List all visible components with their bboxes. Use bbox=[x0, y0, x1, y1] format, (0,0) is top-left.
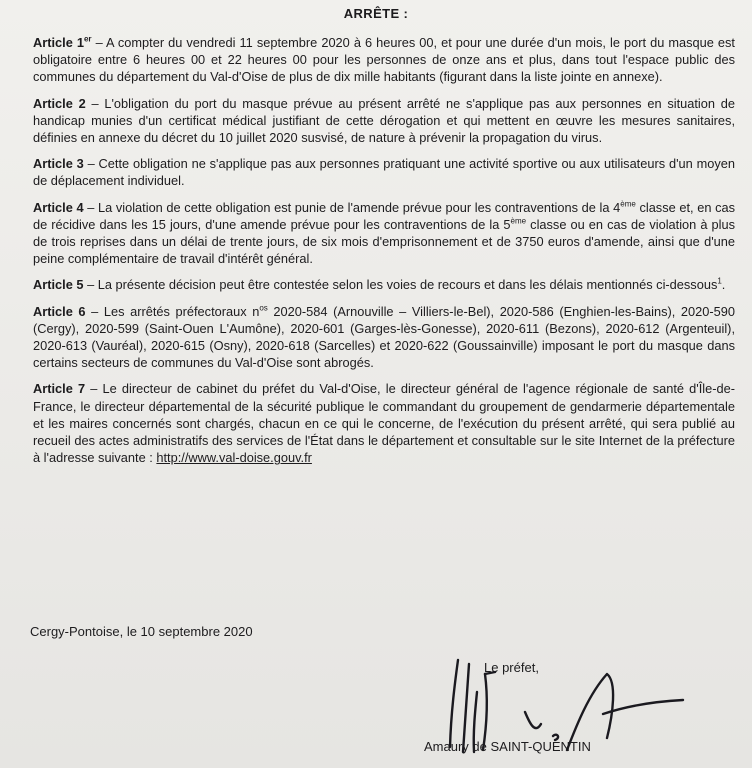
article-6-text-2: 2020-584 (Arnouville – Villiers-le-Bel), 2020-586 (Enghien-les-Bains), 2020-590 (Cergy), 2020-599 (Saint-Ouen L'Aumône), 2020-601 (Garges-lès-Gonesse), 2020-611 (Bezons), 2020-612 (Argenteuil), 2020-613 (Vauréal), 2020-615 (Osny), 2020-618 (Sarcelles) et 2020-622 (Goussainville) imposant le port du masque dans certains secteurs de communes du Val-d'Oise sont abrogés. bbox=[33, 303, 735, 371]
article-3-text: – Cette obligation ne s'applique pas aux personnes pratiquant une activité sportive ou aux utilisateurs d'un moyen de déplacement individuel. bbox=[33, 156, 735, 189]
signatory-title: Le préfet, bbox=[484, 660, 539, 675]
date-line: Cergy-Pontoise, le 10 septembre 2020 bbox=[30, 624, 253, 639]
article-5-label: Article 5 bbox=[33, 277, 84, 293]
article-2 bbox=[33, 95, 735, 147]
prefecture-website-link[interactable]: http://www.val-doise.gouv.fr bbox=[156, 450, 312, 466]
article-6-text-1: – Les arrêtés préfectoraux n bbox=[85, 303, 260, 319]
articles-body bbox=[33, 34, 735, 475]
article-1 bbox=[33, 34, 735, 86]
article-1-label-sup: er bbox=[83, 34, 92, 44]
article-3 bbox=[33, 155, 735, 189]
article-4 bbox=[33, 199, 735, 268]
article-4-sup-2: ème bbox=[510, 216, 527, 226]
article-4-label: Article 4 bbox=[33, 199, 84, 215]
article-1-label-main: Article 1 bbox=[33, 35, 84, 50]
signatory-name: Amaury de SAINT-QUENTIN bbox=[424, 739, 591, 754]
article-4-sup-1: ème bbox=[620, 199, 636, 209]
article-6 bbox=[33, 303, 735, 372]
article-7-label: Article 7 bbox=[33, 381, 86, 397]
article-5 bbox=[33, 276, 735, 293]
article-3-label: Article 3 bbox=[33, 156, 84, 172]
article-7-text: – Le directeur de cabinet du préfet du Val-d'Oise, le directeur général de l'agence régionale de santé d'Île-de-France, le directeur départemental de la sécurité publique le commandant du groupement de gendarmerie départementale et les maires concernés sont chargés, chacun en ce qui le concerne, de l'exécution du présent arrêté, qui sera publié au recueil des actes administratifs des services de l'État dans le département et consultable sur le site Internet de la préfecture à l'adresse suivante : bbox=[33, 381, 735, 466]
article-7 bbox=[33, 380, 735, 466]
article-6-label: Article 6 bbox=[33, 303, 86, 319]
article-4-text-3: classe ou en cas de violation à plus de trois reprises dans un délai de trente jours, de six mois d'emprisonnement et de 3750 euros d'amende, ainsi que d'une peine complémentaire de travail d'intérêt général. bbox=[33, 216, 735, 267]
article-5-text: – La présente décision peut être contestée selon les voies de recours et dans les délais mentionnés ci-dessous bbox=[83, 277, 718, 293]
article-6-sup: os bbox=[259, 303, 268, 313]
article-5-footnote: 1 bbox=[717, 277, 722, 287]
article-4-text-1: – La violation de cette obligation est punie de l'amende prévue pour les contraventions de la 4 bbox=[83, 199, 621, 215]
document-heading: ARRÊTE : bbox=[343, 6, 409, 21]
article-5-end: . bbox=[721, 277, 726, 293]
article-1-label bbox=[33, 35, 92, 50]
article-2-text: – L'obligation du port du masque prévue au présent arrêté ne s'applique pas aux personnes en situation de handicap munies d'un certificat médical justifiant de cette dérogation et qui mettent en œuvre les mesures sanitaires, définies en annexe du décret du 10 juillet 2020 susvisé, de nature à prévenir la propagation du virus. bbox=[33, 95, 735, 146]
article-4-text-2: classe et, en cas de récidive dans les 15 jours, d'une amende prévue pour les contraventions de la 5 bbox=[33, 199, 736, 232]
article-1-text: – A compter du vendredi 11 septembre 2020 à 6 heures 00, et pour une durée d'un mois, le port du masque est obligatoire entre 6 heures 00 et 22 heures 00 pour les personnes de onze ans et plus, dans tout l'espace public des communes du département du Val-d'Oise de plus de dix mille habitants (figurant dans la liste jointe en annexe). bbox=[33, 35, 735, 85]
article-2-label: Article 2 bbox=[33, 95, 86, 111]
